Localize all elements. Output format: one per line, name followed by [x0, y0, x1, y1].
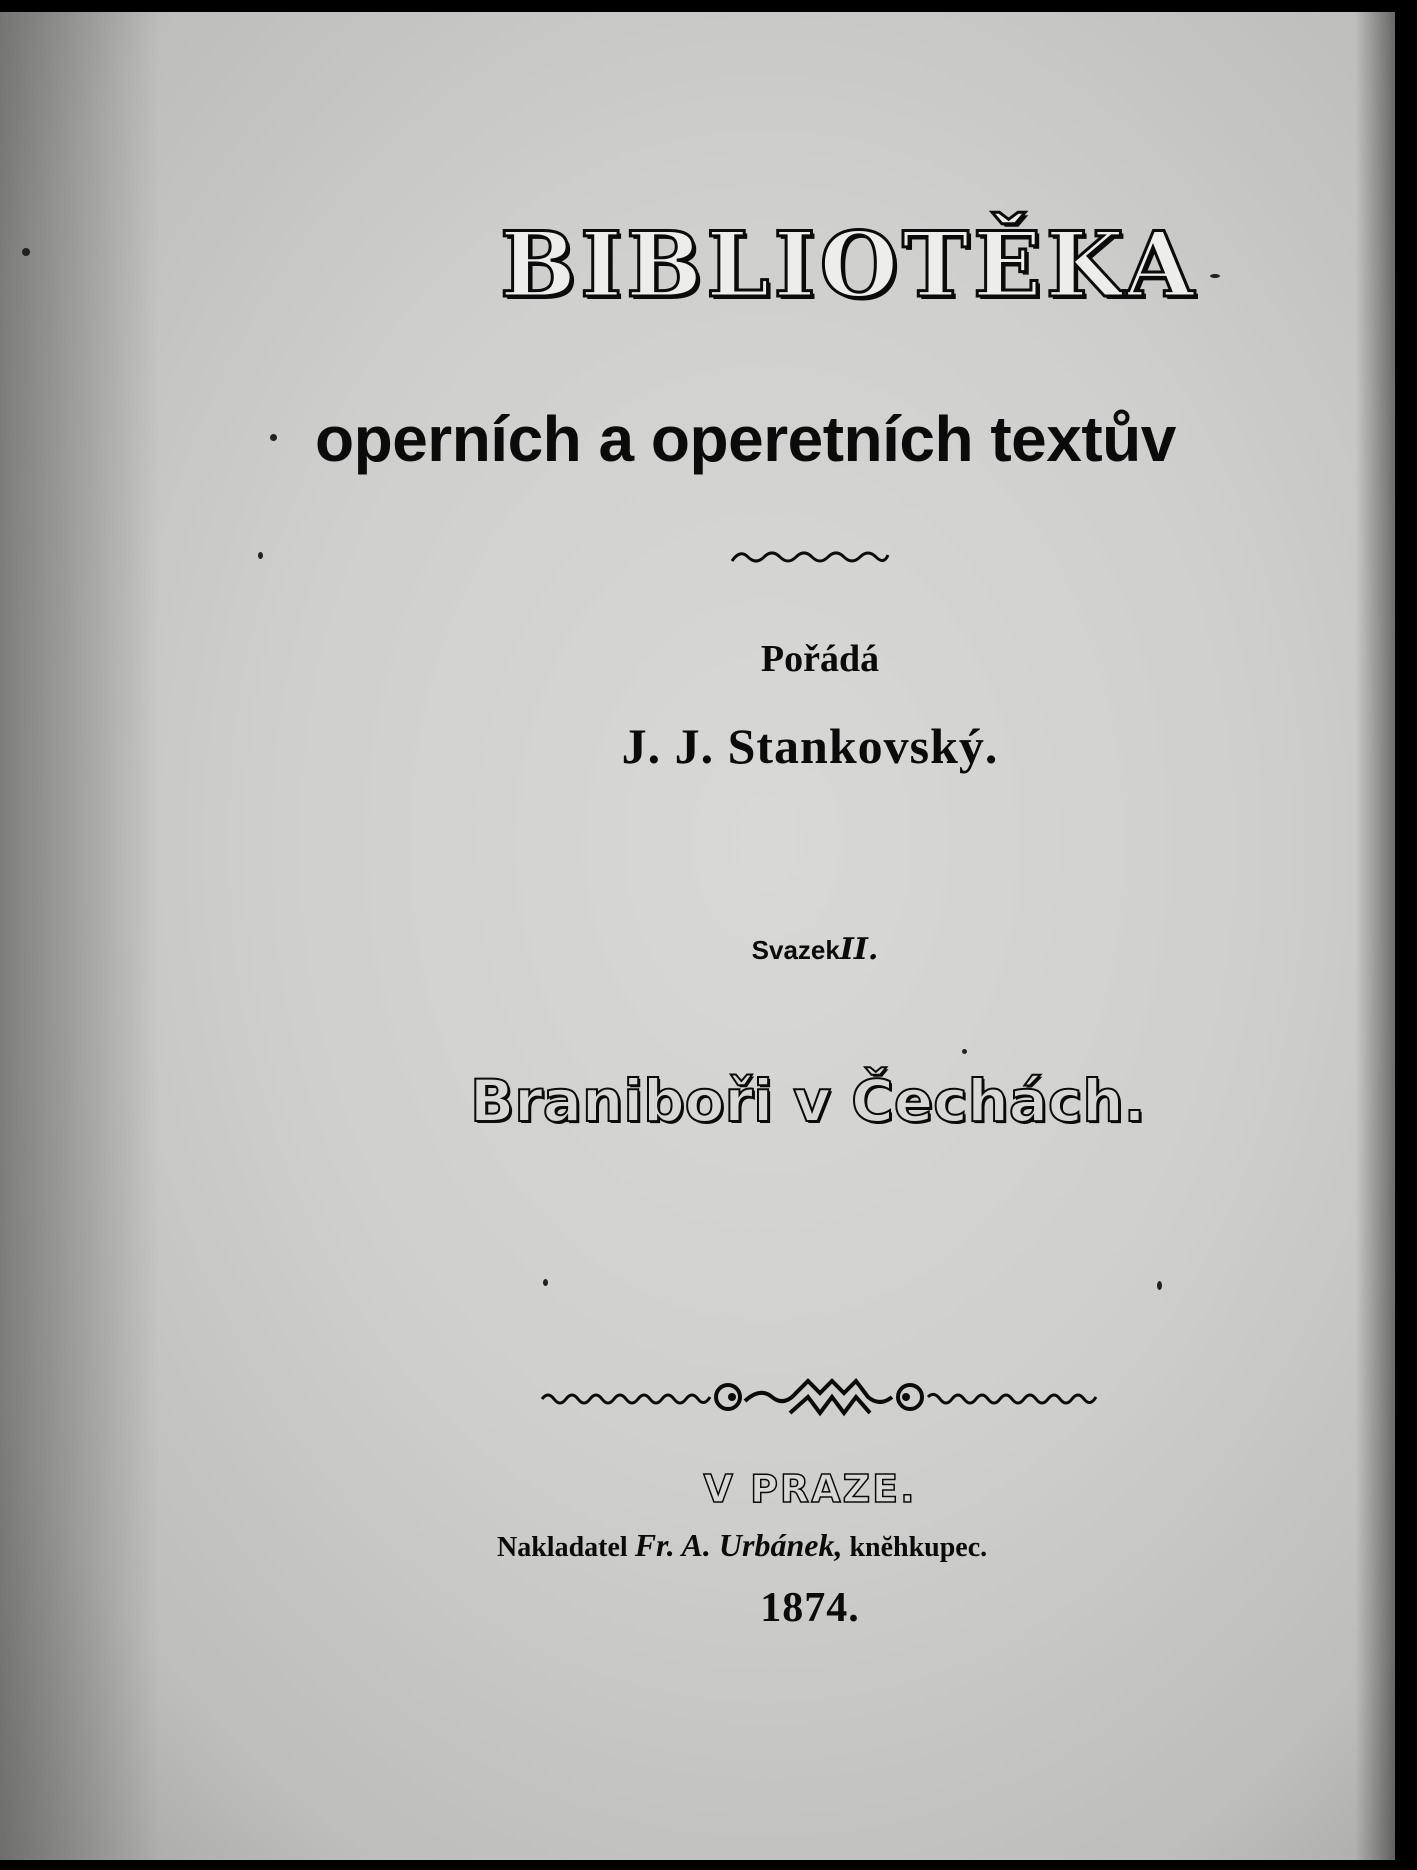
- scan-speck: [1210, 274, 1220, 278]
- scan-speck: [270, 434, 277, 441]
- publisher-prefix: Nakladatel: [497, 1532, 628, 1563]
- volume-label: Svazek: [751, 935, 840, 965]
- volume-number: II.: [839, 932, 879, 967]
- scan-speck: [22, 248, 30, 256]
- ornament-divider-icon: [540, 1367, 1100, 1427]
- scan-speck: [543, 1279, 548, 1286]
- publisher-suffix: knĕhkupec.: [849, 1532, 988, 1563]
- volume-line: [0, 932, 1417, 967]
- series-title: BIBLIOTĚKA: [500, 212, 1198, 318]
- squiggle-divider-icon: [730, 547, 890, 567]
- editor-name: J. J. Stankovský.: [621, 718, 999, 774]
- publisher-name: Fr. A. Urbánek,: [634, 1527, 843, 1563]
- publication-year: 1874.: [760, 1585, 860, 1631]
- work-title: Braniboři v Čechách.: [470, 1067, 1146, 1135]
- title-page: [0, 12, 1395, 1860]
- publisher-line: [497, 1527, 1397, 1564]
- scan-speck: [258, 552, 263, 559]
- series-subtitle: operních a operetních textův: [315, 403, 1176, 475]
- editor-label: Pořádá: [760, 638, 880, 680]
- scan-speck: [962, 1049, 967, 1054]
- publication-place: V PRAZE.: [703, 1467, 917, 1511]
- scan-speck: [1157, 1281, 1162, 1290]
